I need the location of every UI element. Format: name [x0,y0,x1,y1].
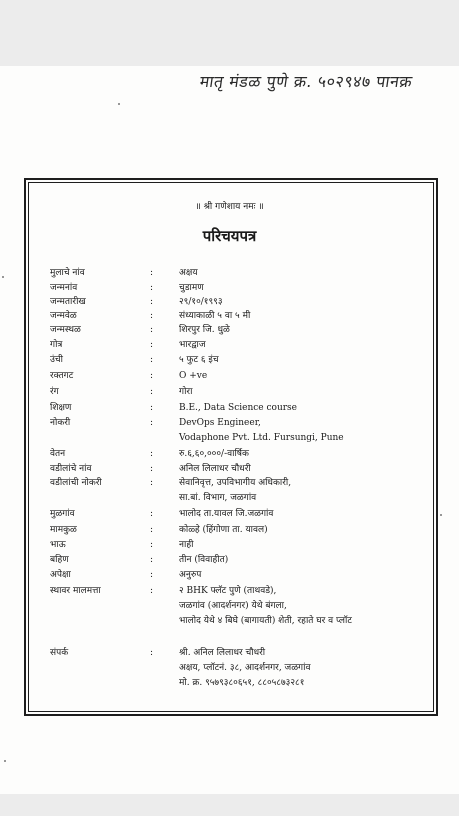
field-label: मुलाचे नांव [50,268,85,278]
field-separator: : [150,648,154,658]
field-value-line: अक्षय, प्लॉटनं. ३८, आदर्शनगर, जळगांव [179,663,311,673]
field-separator: : [150,387,154,397]
field-value-line: भालोद ता.यावल जि.जळगांव [179,509,274,519]
field-separator: : [150,449,154,459]
invocation-line: ॥ श्री गणेशाय नमः ॥ [195,202,264,212]
field-value [179,584,419,629]
field-separator: : [150,403,154,413]
field-separator: : [150,283,154,293]
field-separator: : [150,464,154,474]
field-label: भाऊ [50,540,66,550]
field-value [179,369,419,384]
field-label: वडीलांचे नांव [50,464,92,474]
field-separator: : [150,371,154,381]
field-value-line: रु.६,६०,०००/-वार्षिक [179,449,249,459]
field-separator: : [150,340,154,350]
field-value-line: B.E., Data Science course [179,403,297,413]
field-value-line: अनिल लिलाधर चौधरी [179,464,251,474]
field-separator: : [150,478,154,488]
field-value-line: DevOps Engineer, [179,418,261,428]
field-value-line: कोळ्हे (हिंगोणा ता. यावल) [179,525,268,535]
field-value-line: संध्याकाळी ५ वा ५ मी [179,311,251,321]
field-value-line: O +ve [179,371,208,381]
field-separator: : [150,540,154,550]
field-value-line: सा.बां. विभाग, जळगांव [179,493,257,503]
scan-speck [118,103,120,105]
field-label: संपर्क [50,648,69,658]
field-value-line: श्री. अनिल लिलाधर चौधरी [179,648,266,658]
handwritten-reference-note: मातृ मंडळ पुणे क्र. ५०२९४७ पानक्र [198,72,414,91]
field-separator: : [150,525,154,535]
field-label: मामकुळ [50,525,77,535]
field-label: मुळगांव [50,509,75,519]
field-value-line: Vodaphone Pvt. Ltd. Fursungi, Pune [179,433,344,443]
field-value [179,385,419,400]
field-separator: : [150,325,154,335]
field-value-line: गोरा [179,387,193,397]
field-separator: : [150,570,154,580]
field-label: शिक्षण [50,403,72,413]
field-separator: : [150,297,154,307]
field-value [179,462,419,477]
field-value-line: २९/१०/१९९३ [179,297,223,307]
field-value-line: भालोद येथे ४ बिघे (बागायती) शेती, रहाते घर व प्लॉट [179,616,352,626]
field-value [179,447,419,462]
field-value-line: अनुरुप [179,570,202,580]
field-label: जन्मनांव [50,283,78,293]
field-value [179,338,419,353]
field-label: बहिण [50,555,69,565]
field-separator: : [150,555,154,565]
field-value [179,476,419,506]
field-value-line: जळगांव (आदर्शनगर) येथे बंगला, [179,601,287,611]
field-value [179,309,419,324]
field-value [179,281,419,296]
field-separator: : [150,509,154,519]
field-value-line: मो. क्र. ९५७९३८०६५१, ८८०५८७३२८१ [179,678,305,688]
field-value [179,538,419,553]
field-label: जन्मस्थळ [50,325,81,335]
field-value-line: शिरपुर जि. धुळे [179,325,230,335]
field-separator: : [150,418,154,428]
field-label: रक्तगट [50,371,74,381]
field-label: रंग [50,387,59,397]
field-value-line: २ BHK फ्लॅट पुणे (ताथवडे), [179,586,277,596]
field-label: वेतन [50,449,66,459]
field-value [179,646,419,691]
field-value-line: तीन (विवाहीत) [179,555,229,565]
field-separator: : [150,311,154,321]
field-separator: : [150,268,154,278]
field-value-line: भारद्वाज [179,340,206,350]
field-value [179,266,419,281]
field-value [179,416,419,446]
field-value [179,507,419,522]
field-separator: : [150,355,154,365]
field-label: जन्मवेळ [50,311,77,321]
field-label: जन्मतारीख [50,297,86,307]
field-value [179,523,419,538]
field-value [179,323,419,338]
field-value [179,295,419,310]
scan-speck [440,514,442,516]
scan-speck [2,276,4,278]
bottom-margin-bar [0,794,459,816]
field-value-line: सेवानिवृत्त, उपविभागीय अधिकारी, [179,478,292,488]
field-value-line: नाही [179,540,194,550]
field-label: गोत्र [50,340,63,350]
top-margin-bar [0,0,459,66]
field-value [179,353,419,368]
field-value [179,553,419,568]
field-value [179,568,419,583]
field-label: स्थावर मालमत्ता [50,586,101,596]
field-value-line: अक्षय [179,268,198,278]
field-separator: : [150,586,154,596]
scan-speck [4,760,6,762]
field-label: उंची [50,355,63,365]
field-label: नोकरी [50,418,71,428]
document-title: परिचयपत्र [202,227,257,245]
field-value-line: चुडामण [179,283,204,293]
field-value [179,401,419,416]
field-label: वडीलांची नोकरी [50,478,102,488]
field-label: अपेक्षा [50,570,71,580]
field-value-line: ५ फुट ६ इंच [179,355,219,365]
